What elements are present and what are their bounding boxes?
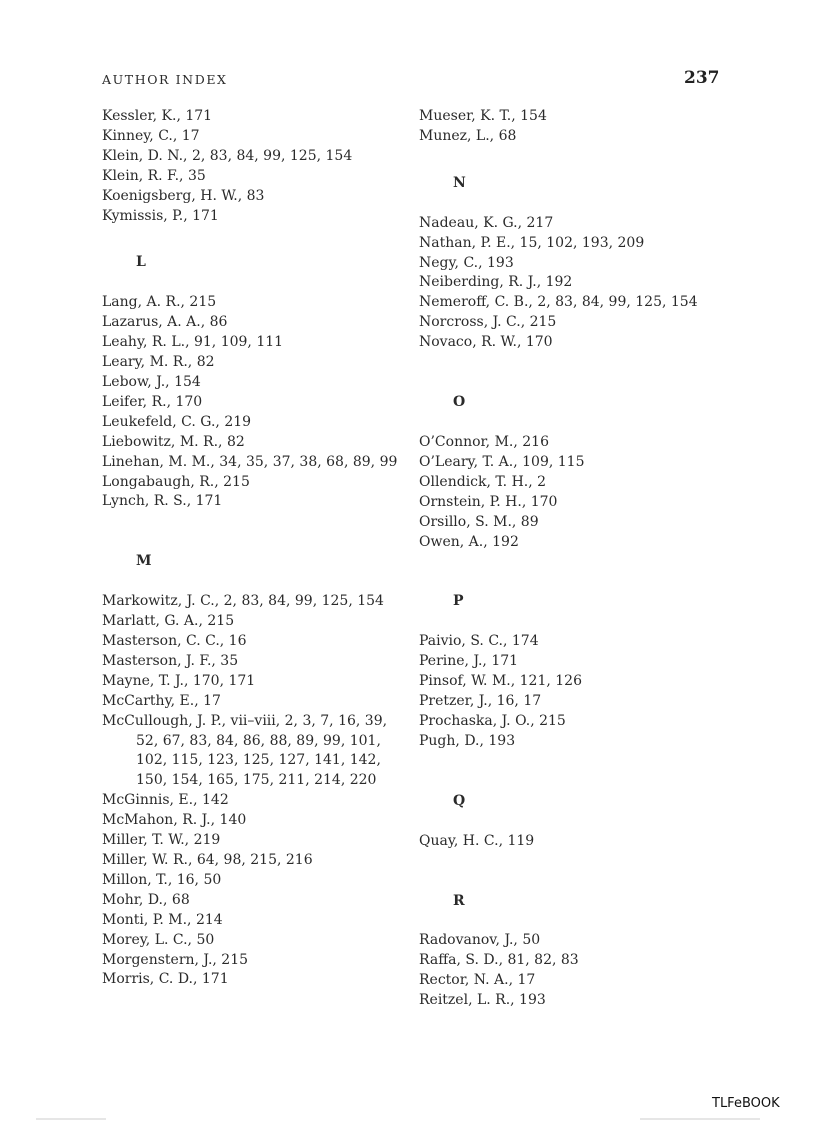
index-entry: Lynch, R. S., 171 xyxy=(102,493,223,510)
letter-heading-r: R xyxy=(453,892,465,909)
index-entry: Nemeroff, C. B., 2, 83, 84, 99, 125, 154 xyxy=(419,294,698,311)
index-entry: Masterson, C. C., 16 xyxy=(102,633,247,650)
index-entry: Klein, R. F., 35 xyxy=(102,167,206,184)
letter-heading-l: L xyxy=(136,254,146,271)
index-entry: Millon, T., 16, 50 xyxy=(102,871,222,888)
index-column-right xyxy=(419,107,719,1011)
index-entry: Masterson, J. F., 35 xyxy=(102,652,239,669)
index-entry: Miller, W. R., 64, 98, 215, 216 xyxy=(102,852,313,868)
index-entry: Lazarus, A. A., 86 xyxy=(102,314,228,331)
index-entry: Morgenstern, J., 215 xyxy=(102,951,249,968)
index-group-k xyxy=(102,107,402,226)
letter-heading-m: M xyxy=(136,553,152,570)
index-entry: Mueser, K. T., 154 xyxy=(419,108,547,124)
index-entry: Longabaugh, R., 215 xyxy=(102,473,250,490)
letter-heading-o: O xyxy=(453,394,466,411)
index-entry: Norcross, J. C., 215 xyxy=(419,314,557,331)
index-entry: Marlatt, G. A., 215 xyxy=(102,613,235,630)
index-entry: Koenigsberg, H. W., 83 xyxy=(102,187,265,204)
letter-heading-p: P xyxy=(453,593,464,610)
index-group-l xyxy=(102,293,402,512)
index-entry: Nathan, P. E., 15, 102, 193, 209 xyxy=(419,234,645,251)
index-entry: McGinnis, E., 142 xyxy=(102,792,229,809)
index-group-r xyxy=(419,931,719,1011)
index-entry: Orsillo, S. M., 89 xyxy=(419,513,539,530)
index-entry: McMahon, R. J., 140 xyxy=(102,812,247,829)
index-entry: Monti, P. M., 214 xyxy=(102,911,223,928)
index-entry: Leary, M. R., 82 xyxy=(102,354,215,371)
index-entry: Lebow, J., 154 xyxy=(102,373,201,390)
index-entry: Radovanov, J., 50 xyxy=(419,932,541,949)
index-entry: McCullough, J. P., vii–viii, 2, 3, 7, 16, 39, 52, 67, 83, 84, 86, 88, 89, 99, 101, 102, 115, 123, 125, 127, 141, 142, 150, 154, 165, 175, 211, 214, 220 xyxy=(102,712,388,789)
index-entry: Novaco, R. W., 170 xyxy=(419,334,553,351)
index-group-m-continued xyxy=(419,107,719,147)
index-group-m xyxy=(102,592,402,990)
index-entry: Paivio, S. C., 174 xyxy=(419,633,539,650)
index-entry: Mohr, D., 68 xyxy=(102,891,190,908)
index-entry: Nadeau, K. G., 217 xyxy=(419,214,554,231)
index-entry: Morey, L. C., 50 xyxy=(102,931,215,948)
index-entry: Rector, N. A., 17 xyxy=(419,972,536,989)
index-entry: Lang, A. R., 215 xyxy=(102,294,217,311)
page-number: 237 xyxy=(684,68,720,88)
index-entry: Morris, C. D., 171 xyxy=(102,971,229,988)
index-entry: Klein, D. N., 2, 83, 84, 99, 125, 154 xyxy=(102,147,353,164)
index-entry: Munez, L., 68 xyxy=(419,127,517,144)
index-entry: McCarthy, E., 17 xyxy=(102,692,221,709)
index-entry: Prochaska, J. O., 215 xyxy=(419,712,566,729)
index-entry: Ornstein, P. H., 170 xyxy=(419,493,558,510)
index-entry: Pugh, D., 193 xyxy=(419,732,516,749)
index-entry: Leahy, R. L., 91, 109, 111 xyxy=(102,334,284,351)
index-entry: Leukefeld, C. G., 219 xyxy=(102,413,252,430)
index-entry: Kymissis, P., 171 xyxy=(102,207,219,224)
letter-heading-n: N xyxy=(453,174,466,191)
index-entry: Liebowitz, M. R., 82 xyxy=(102,433,245,450)
scan-artifact xyxy=(640,1118,760,1120)
index-entry: Pinsof, W. M., 121, 126 xyxy=(419,673,582,690)
index-entry: Quay, H. C., 119 xyxy=(419,832,535,849)
index-entry: Linehan, M. M., 34, 35, 37, 38, 68, 89, 99 xyxy=(102,453,398,470)
index-group-p xyxy=(419,632,719,751)
index-entry: Raffa, S. D., 81, 82, 83 xyxy=(419,952,579,969)
index-entry: O’Connor, M., 216 xyxy=(419,433,549,450)
running-head: AUTHOR INDEX xyxy=(102,72,228,87)
watermark: TLFeBOOK xyxy=(712,1096,780,1111)
index-entry: Reitzel, L. R., 193 xyxy=(419,992,546,1009)
index-entry: Owen, A., 192 xyxy=(419,533,519,550)
letter-heading-q: Q xyxy=(453,792,466,809)
index-entry: Neiberding, R. J., 192 xyxy=(419,274,573,291)
index-group-o xyxy=(419,433,719,552)
index-entry: Leifer, R., 170 xyxy=(102,393,203,410)
index-entry: Kinney, C., 17 xyxy=(102,127,200,144)
index-entry: Kessler, K., 171 xyxy=(102,108,213,124)
index-entry: Miller, T. W., 219 xyxy=(102,832,221,849)
index-column-left xyxy=(102,107,402,990)
index-group-n xyxy=(419,214,719,353)
index-group-q xyxy=(419,832,719,852)
index-entry: Ollendick, T. H., 2 xyxy=(419,473,547,490)
index-entry: Negy, C., 193 xyxy=(419,254,514,271)
index-entry: Markowitz, J. C., 2, 83, 84, 99, 125, 154 xyxy=(102,593,384,610)
scan-artifact xyxy=(36,1118,106,1120)
index-entry: Perine, J., 171 xyxy=(419,653,519,670)
index-entry: O’Leary, T. A., 109, 115 xyxy=(419,453,585,470)
index-entry: Pretzer, J., 16, 17 xyxy=(419,693,542,710)
index-entry: Mayne, T. J., 170, 171 xyxy=(102,672,256,689)
